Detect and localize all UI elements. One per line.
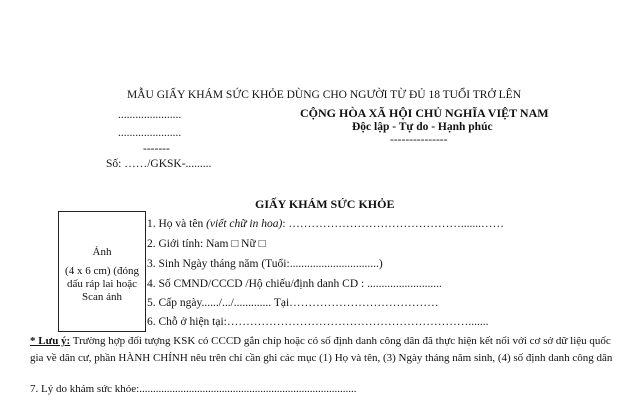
photo-label: Ảnh bbox=[92, 246, 112, 258]
photo-description: (4 x 6 cm) (đóng dấu ráp lai hoặc Scan ảnh bbox=[65, 265, 139, 303]
form-field-4 bbox=[147, 277, 442, 291]
field-pre: 5. Cấp ngày....../.../............. Tại………………………………… bbox=[147, 297, 439, 309]
right-divider: --------------- bbox=[390, 134, 448, 146]
photo-box bbox=[58, 211, 146, 332]
note bbox=[30, 333, 620, 366]
document-number: Số: ……/GKSK-......... bbox=[106, 158, 212, 170]
field-pre: 4. Số CMND/CCCD /Hộ chiếu/định danh CD : .......................... bbox=[147, 278, 442, 290]
agency-line-2: ...................... bbox=[118, 127, 182, 139]
field-pre: 1. Họ và tên bbox=[147, 218, 207, 230]
form-field-6 bbox=[147, 315, 489, 329]
country-name: CỘNG HÒA XÃ HỘI CHỦ NGHĨA VIỆT NAM bbox=[300, 106, 549, 120]
form-field-5 bbox=[147, 296, 439, 310]
motto: Độc lập - Tự do - Hạnh phúc bbox=[352, 121, 493, 133]
field-pre: 6. Chỗ ở hiện tại:………………………………………………………....... bbox=[147, 316, 489, 328]
field-post: : ……………………………………….......…… bbox=[282, 218, 505, 230]
document-title: MẪU GIẤY KHÁM SỨC KHỎE DÙNG CHO NGƯỜI TỪ ĐỦ 18 TUỔI TRỞ LÊN bbox=[127, 89, 522, 101]
agency-line-1: ...................... bbox=[118, 109, 182, 121]
left-divider: ------- bbox=[143, 143, 170, 155]
form-field-3 bbox=[147, 257, 383, 271]
field-italic: (viết chữ in hoa) bbox=[206, 218, 283, 230]
form-field-2 bbox=[147, 237, 266, 251]
note-label: * Lưu ý: bbox=[30, 335, 71, 347]
form-field-1 bbox=[147, 217, 504, 231]
field-pre: 2. Giới tính: Nam □ Nữ □ bbox=[147, 238, 266, 250]
note-text: Trường hợp đối tượng KSK có CCCD gắn chíp hoặc có số định danh công dân đã thực hiện kết nối với cơ sở dữ liệu quốc gia về dân cư, phần HÀNH CHÍNH nêu trên chỉ cần ghi các mục (1) Họ và tên, (3) Ngày tháng năm sinh, (4) số định danh công dân bbox=[30, 335, 613, 364]
exam-reason-field: 7. Lý do khám sức khỏe:............................................................................... bbox=[30, 383, 357, 395]
form-title: GIẤY KHÁM SỨC KHỎE bbox=[255, 197, 395, 211]
field-pre: 3. Sinh Ngày tháng năm (Tuổi:...............................) bbox=[147, 258, 383, 270]
